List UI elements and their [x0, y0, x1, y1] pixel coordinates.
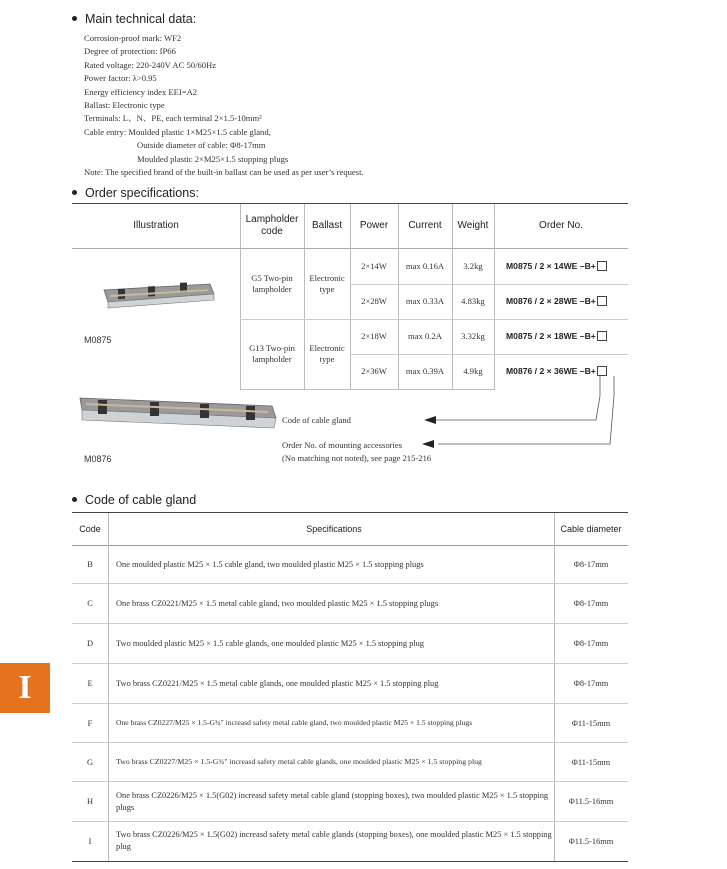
table-row — [72, 664, 628, 704]
col-diameter: Cable diameter — [560, 524, 622, 534]
current-cell: max 0.16A — [405, 261, 445, 271]
bullet-icon — [72, 190, 77, 195]
tech-line: Outside diameter of cable: Φ8-17mm — [137, 140, 266, 151]
spec-cell: Two moulded plastic M25 × 1.5 cable glands, one moulded plastic M25 × 1.5 stopping plug — [116, 638, 424, 648]
checkbox-placeholder-icon — [597, 331, 607, 341]
luminaire-m0875-image — [100, 280, 216, 312]
section-tab: I — [0, 663, 50, 713]
order-number: M0876 / 2 × 28WE –B+ — [506, 296, 607, 307]
spec-cell: One brass CZ0227/M25 × 1.5-G¾" increasd safety metal cable gland, two moulded plastic M25 × 1.5 stopping plugs — [116, 718, 473, 727]
tech-line: Moulded plastic 2×M25×1.5 stopping plugs — [137, 153, 289, 164]
tech-heading: Main technical data: — [72, 12, 196, 26]
order-number: M0876 / 2 × 36WE –B+ — [506, 366, 607, 377]
col-illustration: Illustration — [133, 220, 179, 231]
weight-cell: 3.2kg — [463, 261, 483, 271]
tech-line: Corrosion-proof mark: WF2 — [84, 33, 182, 43]
lampholder-cell: G5 Two-pin lampholder — [251, 273, 293, 294]
order-heading: Order specifications: — [72, 186, 199, 200]
table-row — [72, 704, 628, 743]
table-row — [72, 782, 628, 822]
weight-cell: 4.9kg — [463, 366, 483, 376]
code-cell: H — [86, 797, 94, 806]
code-cell: D — [86, 639, 94, 648]
gland-heading: Code of cable gland — [72, 493, 196, 507]
table-row — [72, 624, 628, 664]
diameter-cell: Φ8-17mm — [573, 679, 609, 688]
weight-cell: 4.83kg — [461, 296, 485, 306]
code-cell: I — [88, 836, 92, 846]
tech-line: Terminals: L、N、PE, each terminal 2×1.5-10mm² — [84, 113, 262, 124]
tech-data-block — [84, 32, 364, 179]
code-cell: G — [86, 757, 94, 767]
callout-gland-code: Code of cable gland — [282, 415, 351, 425]
checkbox-placeholder-icon — [597, 261, 607, 271]
col-lampholder: Lampholder code — [245, 214, 299, 237]
spec-cell: One moulded plastic M25 × 1.5 cable gland, two moulded plastic M25 × 1.5 stopping plugs — [116, 559, 424, 569]
power-cell: 2×18W — [361, 331, 387, 341]
bullet-icon — [72, 497, 77, 502]
bullet-icon — [72, 16, 77, 21]
spec-cell: One brass CZ0226/M25 × 1.5(G02) increasd safety metal cable gland (stopping boxes), two moulded plastic M25 × 1.5 stopping plugs — [116, 790, 549, 812]
checkbox-placeholder-icon — [597, 296, 607, 306]
spec-cell: One brass CZ0221/M25 × 1.5 metal cable gland, two moulded plastic M25 × 1.5 stopping plugs — [116, 598, 439, 608]
luminaire-m0876-image — [76, 390, 280, 438]
diameter-cell: Φ8-17mm — [573, 560, 609, 569]
table-row — [72, 584, 628, 624]
order-number: M0875 / 2 × 18WE –B+ — [506, 331, 607, 342]
weight-cell: 3.32kg — [461, 331, 485, 341]
spec-cell: Two brass CZ0226/M25 × 1.5(G02) increasd safety metal cable glands (stopping boxes), one moulded plastic M25 × 1.5 stopping plug — [116, 830, 552, 851]
checkbox-placeholder-icon — [597, 366, 607, 376]
model-label: M0876 — [84, 454, 112, 464]
col-ballast: Ballast — [311, 220, 342, 231]
ballast-cell: Electronic type — [309, 273, 345, 294]
lampholder-cell: G13 Two-pin lampholder — [249, 343, 295, 364]
model-label: M0875 — [84, 335, 112, 345]
power-cell: 2×28W — [361, 296, 387, 306]
code-cell: C — [87, 599, 93, 608]
table-row — [72, 743, 628, 782]
gland-table-header — [72, 513, 628, 546]
col-code: Code — [79, 524, 101, 534]
diameter-cell: Φ8-17mm — [573, 599, 609, 608]
tech-line: Degree of protection: IP66 — [84, 46, 176, 57]
diameter-cell: Φ8-17mm — [573, 639, 609, 648]
ballast-cell: Electronic type — [309, 343, 345, 364]
power-cell: 2×36W — [361, 366, 387, 376]
power-cell: 2×14W — [361, 261, 387, 271]
current-cell: max 0.39A — [405, 366, 445, 376]
divider — [240, 204, 241, 390]
spec-cell: Two brass CZ0227/M25 × 1.5-G¾" increasd safety metal cable glands, one moulded plastic M25 × 1.5 stopping plug — [116, 757, 482, 766]
col-order-no: Order No. — [539, 220, 583, 231]
col-power: Power — [359, 220, 389, 231]
callout-mounting: Order No. of mounting accessories — [282, 440, 403, 450]
gland-table — [72, 512, 628, 862]
tech-line: Energy efficiency index EEI=A2 — [84, 86, 198, 97]
diameter-cell: Φ11-15mm — [571, 757, 611, 767]
col-spec: Specifications — [306, 524, 362, 534]
tech-line: Power factor: λ>0.95 — [84, 73, 157, 84]
divider — [494, 204, 495, 390]
callout-lines — [360, 376, 620, 448]
tech-note: Note: The specified brand of the built-in ballast can be used as per user’s request. — [84, 167, 364, 178]
code-cell: B — [87, 560, 93, 569]
table-row — [72, 822, 628, 860]
current-cell: max 0.2A — [408, 331, 442, 341]
diameter-cell: Φ11.5-16mm — [568, 797, 614, 806]
tech-line: Ballast: Electronic type — [84, 100, 165, 111]
col-weight: Weight — [457, 220, 489, 231]
spec-cell: Two brass CZ0221/M25 × 1.5 metal cable glands, one moulded plastic M25 × 1.5 stopping plug — [116, 678, 439, 688]
diameter-cell: Φ11.5-16mm — [568, 836, 614, 846]
col-current: Current — [408, 220, 442, 231]
callout-mounting-note: (No matching not noted), see page 215-216 — [282, 453, 432, 463]
order-number: M0875 / 2 × 14WE –B+ — [506, 261, 607, 272]
code-cell: E — [87, 679, 93, 688]
diameter-cell: Φ11-15mm — [571, 718, 611, 728]
table-row — [72, 546, 628, 584]
tech-line: Rated voltage: 220-240V AC 50/60Hz — [84, 59, 217, 70]
code-cell: F — [87, 718, 93, 728]
tech-line: Cable entry: Moulded plastic 1×M25×1.5 cable gland, — [84, 126, 271, 137]
current-cell: max 0.33A — [405, 296, 445, 306]
